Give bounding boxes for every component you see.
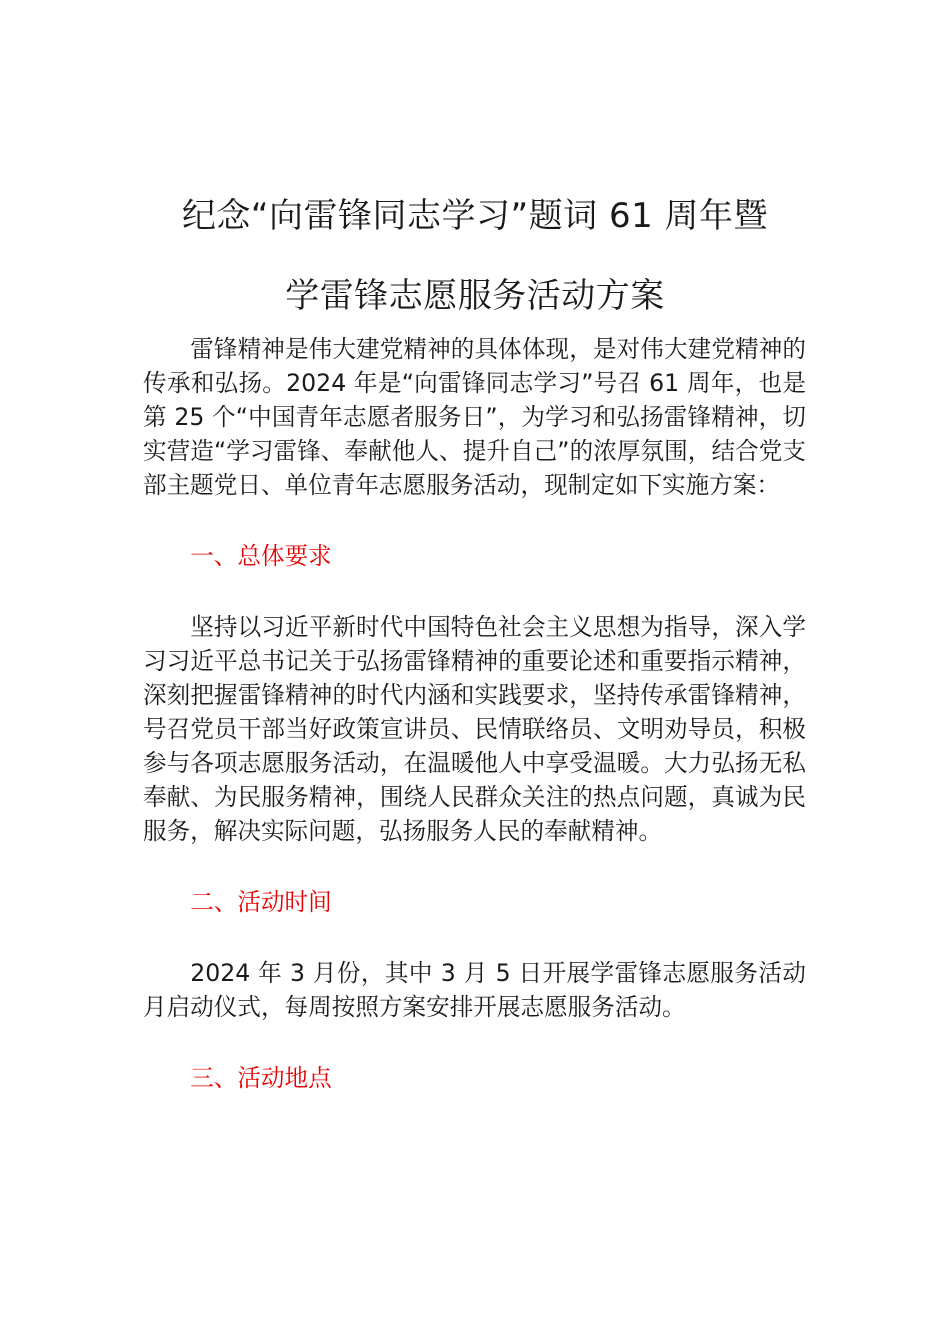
document-title [140, 176, 810, 336]
section-heading-2: 二、活动时间 [190, 888, 332, 916]
document-body [143, 332, 806, 1095]
section-paragraph-1: 坚持以习近平新时代中国特色社会主义思想为指导，深入学习习近平总书记关于弘扬雷锋精神的重要论述和重要指示精神，深刻把握雷锋精神的时代内涵和实践要求，坚持传承雷锋精神，号召党员干部当好政策宣讲员、民情联络员、文明劝导员，积极参与各项志愿服务活动，在温暖他人中享受温暖。大力弘扬无私奉献、为民服务精神，围绕人民群众关注的热点问题，真诚为民服务，解决实际问题，弘扬服务人民的奉献精神。 [143, 613, 806, 845]
title-line-2: 学雷锋志愿服务活动方案 [285, 276, 665, 316]
section-heading-3: 三、活动地点 [190, 1064, 332, 1092]
section-paragraph-2: 2024 年 3 月份，其中 3 月 5 日开展学雷锋志愿服务活动月启动仪式，每周按照方案安排开展志愿服务活动。 [143, 959, 806, 1021]
intro-paragraph: 雷锋精神是伟大建党精神的具体体现，是对伟大建党精神的传承和弘扬。2024 年是“向雷锋同志学习”号召 61 周年，也是第 25 个“中国青年志愿者服务日”，为学习和弘扬雷锋精神，切实营造“学习雷锋、奉献他人、提升自己”的浓厚氛围，结合党支部主题党日、单位青年志愿服务活动，现制定如下实施方案： [143, 335, 806, 499]
section-heading-1: 一、总体要求 [190, 542, 332, 570]
title-line-1: 纪念“向雷锋同志学习”题词 61 周年暨 [181, 196, 769, 236]
